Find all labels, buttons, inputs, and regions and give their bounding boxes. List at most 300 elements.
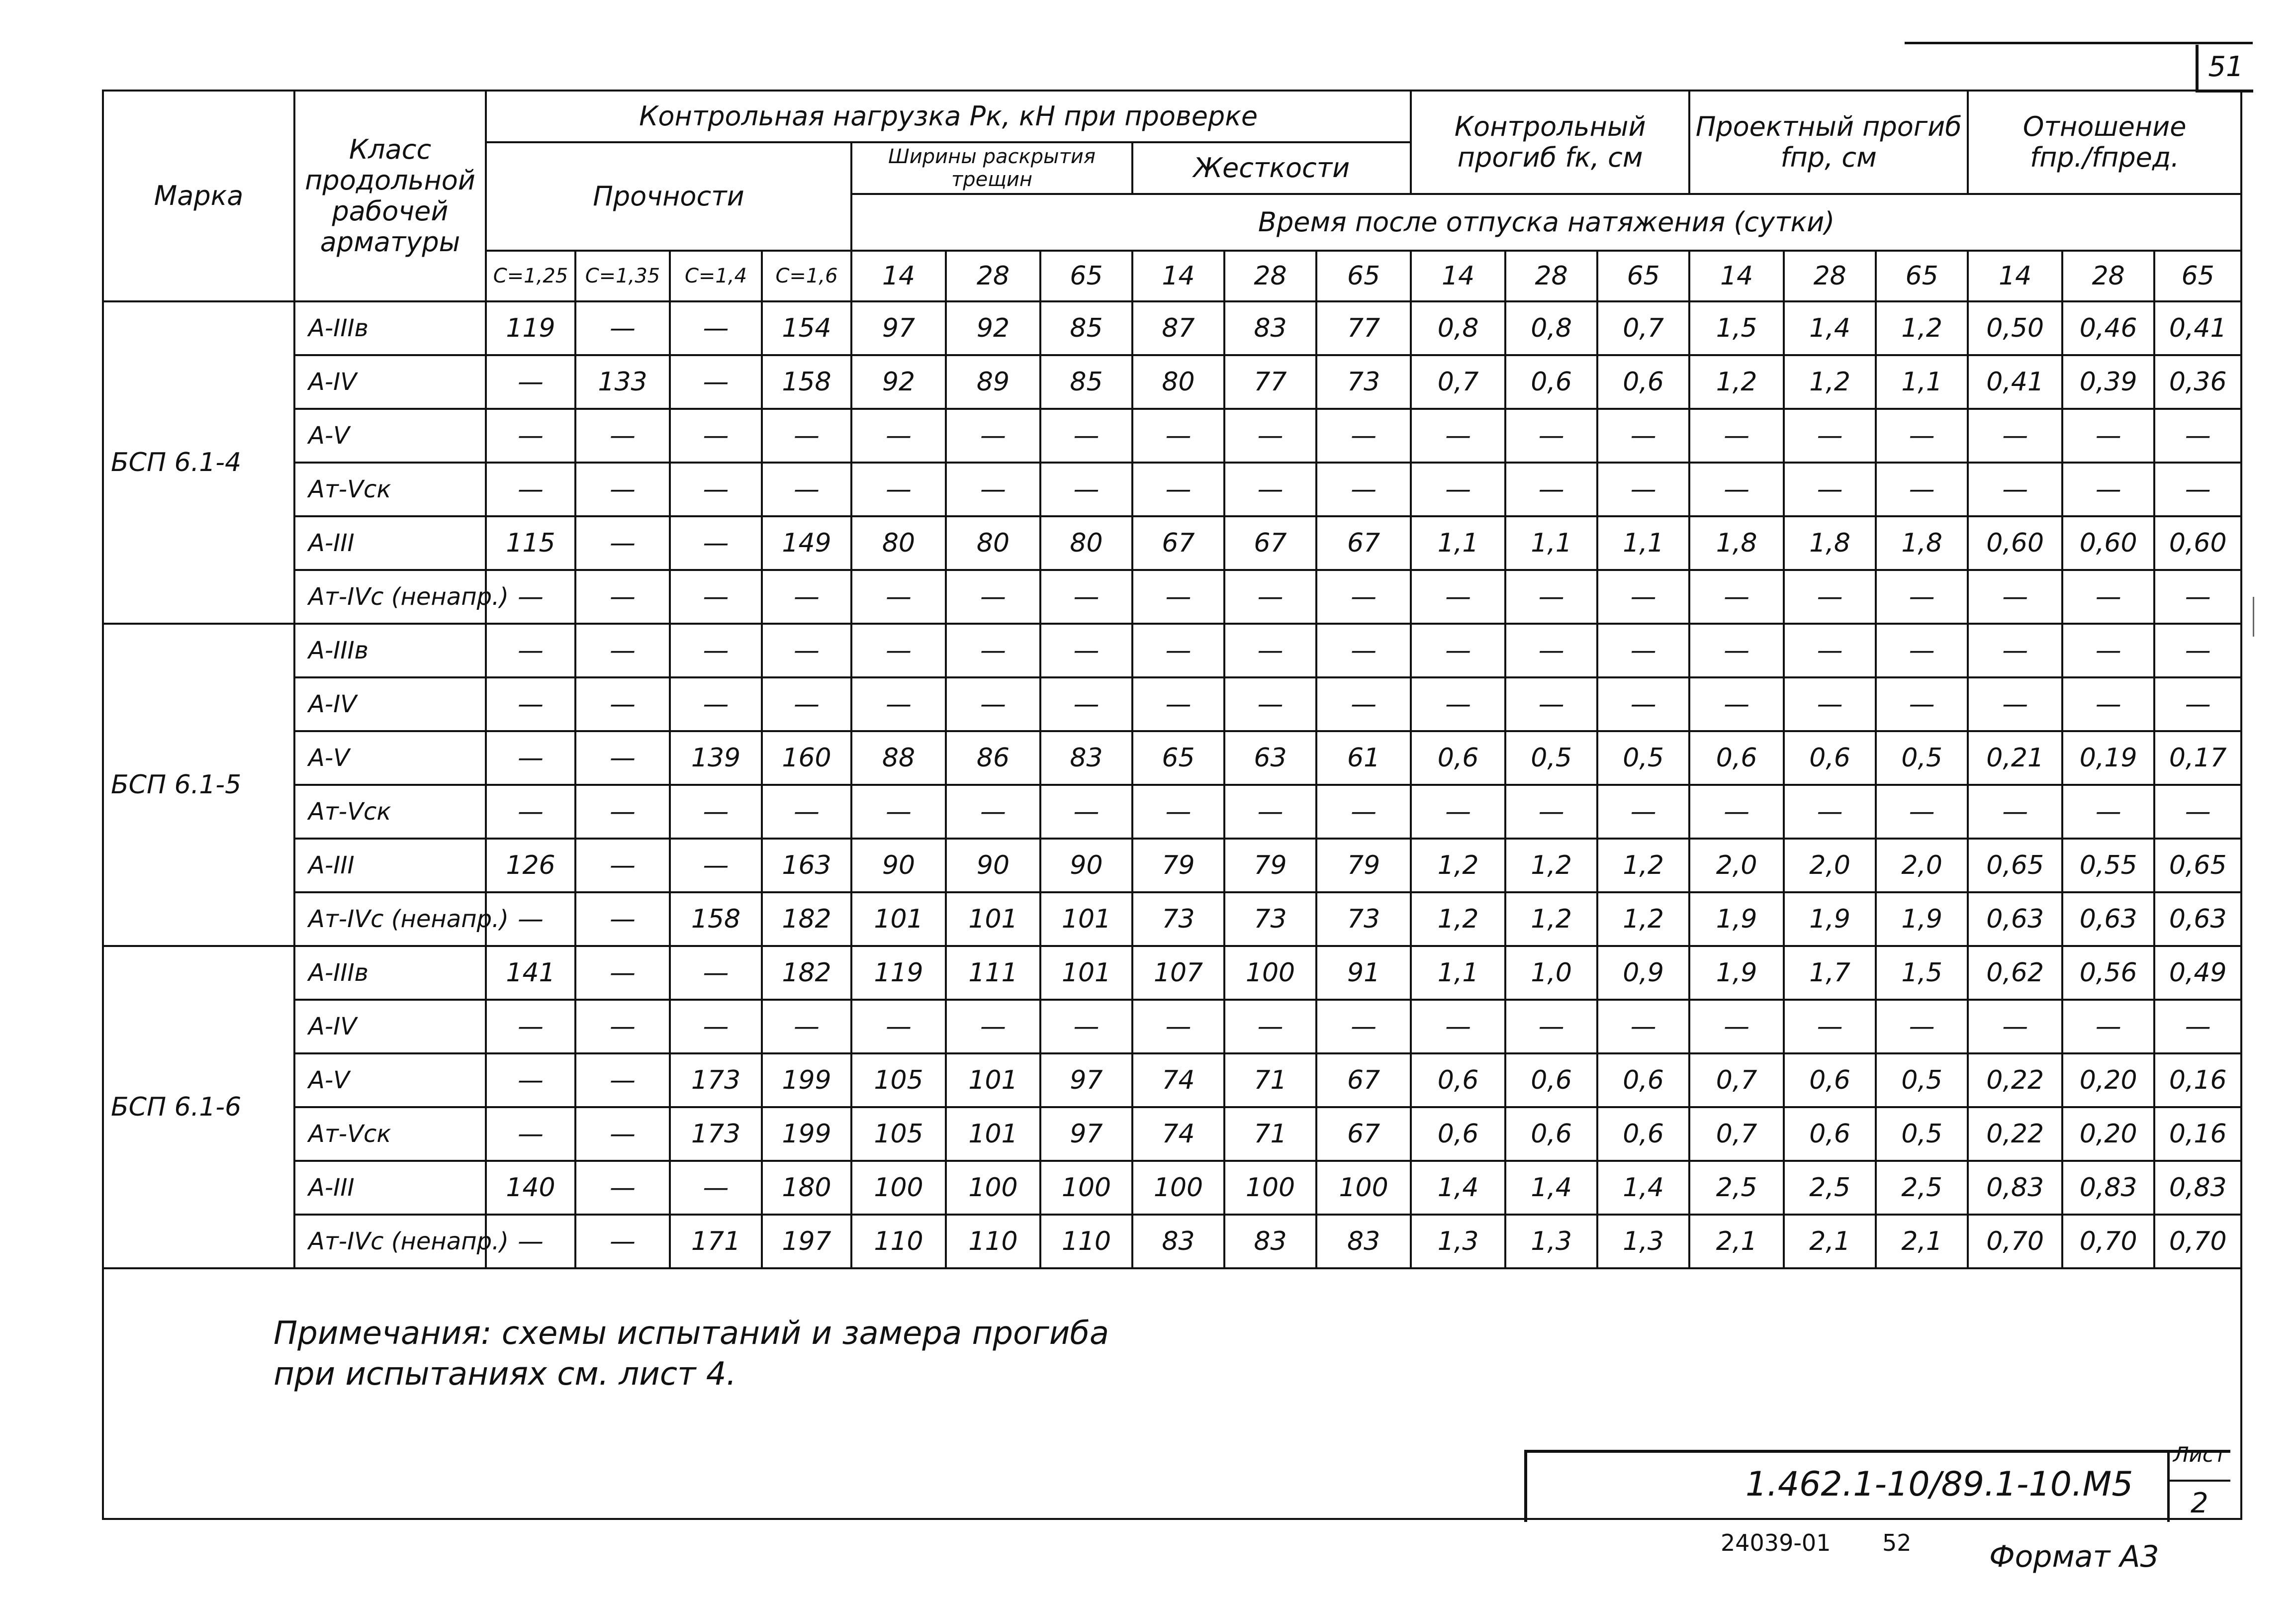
value-cell: 163 — [762, 839, 851, 892]
table-row — [103, 624, 2241, 677]
value-cell: 0,16 — [2154, 1107, 2241, 1161]
value-cell: — — [1597, 1000, 1689, 1053]
value-cell: — — [670, 355, 762, 409]
value-cell: — — [486, 892, 575, 946]
value-cell: — — [1224, 409, 1316, 463]
value-cell: 1,1 — [1411, 946, 1505, 1000]
value-cell: 100 — [946, 1161, 1040, 1215]
day-header: 65 — [1040, 251, 1132, 301]
value-cell: — — [762, 624, 851, 677]
paper-format: Формат А3 — [1989, 1539, 2159, 1574]
value-cell: 97 — [851, 301, 946, 355]
value-cell: — — [2062, 785, 2154, 839]
value-cell: 0,8 — [1505, 301, 1597, 355]
value-cell: 0,83 — [2154, 1161, 2241, 1215]
value-cell: — — [1689, 1000, 1784, 1053]
value-cell: — — [1968, 409, 2062, 463]
value-cell: — — [1597, 463, 1689, 516]
value-cell: 110 — [946, 1215, 1040, 1268]
value-cell: — — [1316, 1000, 1411, 1053]
rebar-class-cell: Ат-IVс (ненапр.) — [294, 1215, 486, 1268]
value-cell: — — [1132, 570, 1224, 624]
table-row — [103, 355, 2241, 409]
value-cell: — — [1968, 570, 2062, 624]
value-cell: — — [1040, 409, 1132, 463]
value-cell: — — [486, 1107, 575, 1161]
value-cell: 1,2 — [1689, 355, 1784, 409]
value-cell: — — [486, 1215, 575, 1268]
value-cell: — — [670, 570, 762, 624]
value-cell: 0,36 — [2154, 355, 2241, 409]
day-header: 65 — [1876, 251, 1968, 301]
day-header: 14 — [1689, 251, 1784, 301]
value-cell: — — [1968, 463, 2062, 516]
value-cell: — — [486, 785, 575, 839]
rebar-class-header: Класс продольной рабочей арматуры — [294, 91, 486, 301]
value-cell: — — [1505, 409, 1597, 463]
table-row — [103, 1215, 2241, 1268]
value-cell: — — [762, 570, 851, 624]
value-cell: 71 — [1224, 1053, 1316, 1107]
value-cell: 91 — [1316, 946, 1411, 1000]
value-cell: 105 — [851, 1053, 946, 1107]
value-cell: — — [1040, 463, 1132, 516]
value-cell: 107 — [1132, 946, 1224, 1000]
value-cell: 77 — [1316, 301, 1411, 355]
value-cell: 1,8 — [1784, 516, 1876, 570]
value-cell: 100 — [1132, 1161, 1224, 1215]
value-cell: 0,5 — [1505, 731, 1597, 785]
value-cell: — — [1316, 463, 1411, 516]
value-cell: 0,60 — [2154, 516, 2241, 570]
value-cell: — — [762, 785, 851, 839]
value-cell: 0,6 — [1689, 731, 1784, 785]
value-cell: — — [1597, 570, 1689, 624]
value-cell: — — [1876, 624, 1968, 677]
value-cell: 79 — [1224, 839, 1316, 892]
value-cell: 73 — [1224, 892, 1316, 946]
value-cell: — — [670, 1000, 762, 1053]
rebar-class-cell: А-IIIв — [294, 301, 486, 355]
value-cell: 101 — [946, 892, 1040, 946]
value-cell: — — [1968, 677, 2062, 731]
day-header: 65 — [1316, 251, 1411, 301]
value-cell: 0,7 — [1597, 301, 1689, 355]
value-cell: 111 — [946, 946, 1040, 1000]
value-cell: 0,6 — [1505, 1107, 1597, 1161]
value-cell: — — [851, 1000, 946, 1053]
value-cell: — — [1040, 1000, 1132, 1053]
value-cell: 1,2 — [1876, 301, 1968, 355]
value-cell: — — [1784, 570, 1876, 624]
value-cell: — — [486, 731, 575, 785]
value-cell: 141 — [486, 946, 575, 1000]
value-cell: 119 — [486, 301, 575, 355]
value-cell: — — [575, 1000, 670, 1053]
value-cell: 0,7 — [1689, 1053, 1784, 1107]
value-cell: 160 — [762, 731, 851, 785]
value-cell: 0,6 — [1597, 355, 1689, 409]
value-cell: — — [575, 892, 670, 946]
value-cell: — — [2062, 463, 2154, 516]
value-cell: — — [2154, 570, 2241, 624]
value-cell: — — [486, 1053, 575, 1107]
value-cell: 100 — [1224, 1161, 1316, 1215]
value-cell: 140 — [486, 1161, 575, 1215]
mark-cell: БСП 6.1-6 — [103, 946, 294, 1268]
value-cell: 74 — [1132, 1107, 1224, 1161]
value-cell: — — [1411, 785, 1505, 839]
value-cell: — — [946, 624, 1040, 677]
value-cell: — — [1876, 677, 1968, 731]
value-cell: — — [575, 301, 670, 355]
value-cell: 0,6 — [1784, 1107, 1876, 1161]
value-cell: 0,46 — [2062, 301, 2154, 355]
value-cell: 1,8 — [1689, 516, 1784, 570]
value-cell: 105 — [851, 1107, 946, 1161]
rebar-class-cell: А-III — [294, 516, 486, 570]
value-cell: — — [2062, 409, 2154, 463]
rebar-class-cell: А-III — [294, 1161, 486, 1215]
ratio-header: Отношение fпр./fпред. — [1968, 91, 2241, 194]
value-cell: 0,6 — [1784, 731, 1876, 785]
value-cell: 0,63 — [2154, 892, 2241, 946]
value-cell: — — [575, 516, 670, 570]
value-cell: 0,17 — [2154, 731, 2241, 785]
value-cell: — — [1224, 570, 1316, 624]
document-code: 1.462.1-10/89.1-10.М5 — [1745, 1465, 2133, 1504]
value-cell: 0,60 — [2062, 516, 2154, 570]
value-cell: 0,6 — [1597, 1107, 1689, 1161]
value-cell: 83 — [1224, 1215, 1316, 1268]
value-cell: — — [1132, 409, 1224, 463]
value-cell: 79 — [1316, 839, 1411, 892]
value-cell: — — [1784, 1000, 1876, 1053]
value-cell: 1,4 — [1411, 1161, 1505, 1215]
mark-header: Марка — [103, 91, 294, 301]
value-cell: 2,5 — [1784, 1161, 1876, 1215]
value-cell: 0,20 — [2062, 1053, 2154, 1107]
value-cell: 0,6 — [1597, 1053, 1689, 1107]
value-cell: 2,1 — [1689, 1215, 1784, 1268]
value-cell: — — [575, 785, 670, 839]
value-cell: — — [2154, 785, 2241, 839]
table-row — [103, 1107, 2241, 1161]
day-header: 14 — [1968, 251, 2062, 301]
value-cell: 1,7 — [1784, 946, 1876, 1000]
value-cell: 180 — [762, 1161, 851, 1215]
value-cell: 0,56 — [2062, 946, 2154, 1000]
value-cell: — — [1411, 677, 1505, 731]
value-cell: — — [1040, 677, 1132, 731]
day-header: 28 — [946, 251, 1040, 301]
value-cell: — — [1876, 570, 1968, 624]
day-header: 14 — [851, 251, 946, 301]
value-cell: — — [1876, 1000, 1968, 1053]
value-cell: 77 — [1224, 355, 1316, 409]
value-cell: — — [1224, 1000, 1316, 1053]
sheet-divider — [2167, 1480, 2230, 1482]
value-cell: 1,2 — [1597, 892, 1689, 946]
table-row — [103, 516, 2241, 570]
value-cell: 85 — [1040, 301, 1132, 355]
value-cell: — — [851, 463, 946, 516]
value-cell: 199 — [762, 1053, 851, 1107]
value-cell: 1,8 — [1876, 516, 1968, 570]
value-cell: 0,20 — [2062, 1107, 2154, 1161]
value-cell: — — [1132, 463, 1224, 516]
table-row — [103, 946, 2241, 1000]
value-cell: — — [575, 570, 670, 624]
value-cell: — — [1689, 409, 1784, 463]
value-cell: 85 — [1040, 355, 1132, 409]
value-cell: — — [1316, 785, 1411, 839]
value-cell: 101 — [1040, 892, 1132, 946]
design-deflection-header: Проектный прогиб fпр, см — [1689, 91, 1968, 194]
value-cell: 126 — [486, 839, 575, 892]
value-cell: — — [1411, 463, 1505, 516]
value-cell: 115 — [486, 516, 575, 570]
value-cell: — — [670, 624, 762, 677]
value-cell: 0,19 — [2062, 731, 2154, 785]
value-cell: — — [1040, 570, 1132, 624]
value-cell: — — [762, 677, 851, 731]
value-cell: 199 — [762, 1107, 851, 1161]
value-cell: 80 — [1040, 516, 1132, 570]
rebar-class-cell: Ат-Vск — [294, 1107, 486, 1161]
value-cell: — — [1876, 409, 1968, 463]
value-cell: 73 — [1316, 355, 1411, 409]
value-cell: 0,83 — [2062, 1161, 2154, 1215]
value-cell: 90 — [851, 839, 946, 892]
value-cell: 83 — [1224, 301, 1316, 355]
value-cell: — — [1689, 624, 1784, 677]
c-value-header: C=1,25 — [486, 251, 575, 301]
value-cell: — — [1411, 570, 1505, 624]
value-cell: — — [851, 409, 946, 463]
value-cell: — — [670, 839, 762, 892]
value-cell: 182 — [762, 946, 851, 1000]
value-cell: 1,4 — [1597, 1161, 1689, 1215]
sheet-label: Лист — [2173, 1442, 2226, 1467]
value-cell: — — [1505, 463, 1597, 516]
value-cell: — — [1224, 785, 1316, 839]
value-cell: 73 — [1132, 892, 1224, 946]
value-cell: 83 — [1040, 731, 1132, 785]
value-cell: — — [2154, 624, 2241, 677]
value-cell: 0,7 — [1689, 1107, 1784, 1161]
value-cell: — — [2154, 409, 2241, 463]
value-cell: — — [2154, 463, 2241, 516]
value-cell: — — [575, 463, 670, 516]
c-value-header: C=1,4 — [670, 251, 762, 301]
value-cell: — — [1132, 677, 1224, 731]
value-cell: — — [670, 677, 762, 731]
table-row — [103, 1000, 2241, 1053]
value-cell: — — [486, 570, 575, 624]
day-header: 28 — [1505, 251, 1597, 301]
value-cell: — — [486, 409, 575, 463]
value-cell: 0,6 — [1411, 1053, 1505, 1107]
value-cell: — — [851, 785, 946, 839]
value-cell: 71 — [1224, 1107, 1316, 1161]
value-cell: 67 — [1224, 516, 1316, 570]
day-header: 65 — [1597, 251, 1689, 301]
value-cell: — — [851, 677, 946, 731]
value-cell: — — [1876, 463, 1968, 516]
value-cell: — — [486, 677, 575, 731]
strength-header: Прочности — [486, 142, 851, 251]
value-cell: 100 — [851, 1161, 946, 1215]
value-cell: — — [851, 624, 946, 677]
value-cell: 1,9 — [1876, 892, 1968, 946]
value-cell: 87 — [1132, 301, 1224, 355]
value-cell: — — [1224, 463, 1316, 516]
value-cell: 73 — [1316, 892, 1411, 946]
value-cell: — — [1505, 677, 1597, 731]
mark-cell: БСП 6.1-4 — [103, 301, 294, 624]
value-cell: 158 — [762, 355, 851, 409]
value-cell: 79 — [1132, 839, 1224, 892]
value-cell: 83 — [1316, 1215, 1411, 1268]
value-cell: — — [1597, 624, 1689, 677]
value-cell: — — [1411, 1000, 1505, 1053]
value-cell: 2,0 — [1689, 839, 1784, 892]
value-cell: 100 — [1040, 1161, 1132, 1215]
value-cell: 0,6 — [1784, 1053, 1876, 1107]
rebar-class-cell: Ат-Vск — [294, 785, 486, 839]
value-cell: — — [1505, 785, 1597, 839]
value-cell: — — [575, 624, 670, 677]
rebar-class-cell: А-IIIв — [294, 624, 486, 677]
value-cell: 1,2 — [1411, 839, 1505, 892]
value-cell: — — [575, 946, 670, 1000]
value-cell: 0,6 — [1411, 1107, 1505, 1161]
rebar-class-cell: А-IV — [294, 355, 486, 409]
value-cell: 0,41 — [2154, 301, 2241, 355]
value-cell: 1,5 — [1689, 301, 1784, 355]
value-cell: — — [1316, 409, 1411, 463]
value-cell: — — [575, 839, 670, 892]
value-cell: — — [1224, 624, 1316, 677]
table-row — [103, 570, 2241, 624]
page-number: 51 — [2196, 45, 2253, 93]
value-cell: 67 — [1316, 1107, 1411, 1161]
value-cell: 158 — [670, 892, 762, 946]
value-cell: 1,1 — [1597, 516, 1689, 570]
table-row — [103, 409, 2241, 463]
value-cell: — — [1784, 409, 1876, 463]
rebar-class-cell: Ат-Vск — [294, 463, 486, 516]
value-cell: — — [946, 677, 1040, 731]
control-deflection-header: Контрольный прогиб fк, см — [1411, 91, 1689, 194]
value-cell: — — [1689, 785, 1784, 839]
value-cell: 0,55 — [2062, 839, 2154, 892]
table-row — [103, 839, 2241, 892]
value-cell: — — [1689, 570, 1784, 624]
value-cell: 65 — [1132, 731, 1224, 785]
value-cell: 182 — [762, 892, 851, 946]
value-cell: — — [486, 1000, 575, 1053]
value-cell: — — [670, 516, 762, 570]
value-cell: — — [762, 463, 851, 516]
value-cell: 0,8 — [1411, 301, 1505, 355]
value-cell: 1,4 — [1784, 301, 1876, 355]
value-cell: 1,1 — [1505, 516, 1597, 570]
sheet-number: 2 — [2191, 1487, 2208, 1519]
day-header: 28 — [1224, 251, 1316, 301]
value-cell: — — [486, 355, 575, 409]
value-cell: 101 — [946, 1107, 1040, 1161]
value-cell: 0,63 — [2062, 892, 2154, 946]
value-cell: 2,0 — [1784, 839, 1876, 892]
value-cell: 92 — [946, 301, 1040, 355]
value-cell: — — [1411, 409, 1505, 463]
value-cell: 0,70 — [1968, 1215, 2062, 1268]
load-table — [102, 90, 2242, 1520]
table-note: Примечания: схемы испытаний и замера прогиба при испытаниях см. лист 4. — [274, 1315, 1109, 1393]
value-cell: 63 — [1224, 731, 1316, 785]
value-cell: — — [1784, 785, 1876, 839]
value-cell: 173 — [670, 1053, 762, 1107]
value-cell: 0,83 — [1968, 1161, 2062, 1215]
value-cell: 90 — [1040, 839, 1132, 892]
value-cell: — — [1597, 409, 1689, 463]
value-cell: 133 — [575, 355, 670, 409]
value-cell: — — [670, 1161, 762, 1215]
value-cell: 0,7 — [1411, 355, 1505, 409]
value-cell: 67 — [1316, 1053, 1411, 1107]
value-cell: 92 — [851, 355, 946, 409]
value-cell: 0,60 — [1968, 516, 2062, 570]
value-cell: 0,41 — [1968, 355, 2062, 409]
value-cell: 1,0 — [1505, 946, 1597, 1000]
archive-number: 24039-01 — [1721, 1529, 1831, 1556]
value-cell: — — [1689, 463, 1784, 516]
value-cell: — — [2062, 1000, 2154, 1053]
value-cell: 0,16 — [2154, 1053, 2241, 1107]
value-cell: 0,65 — [2154, 839, 2241, 892]
margin-tick — [2253, 597, 2254, 637]
value-cell: 1,4 — [1505, 1161, 1597, 1215]
value-cell: — — [670, 785, 762, 839]
rebar-class-cell: А-IIIв — [294, 946, 486, 1000]
value-cell: 173 — [670, 1107, 762, 1161]
archive-page: 52 — [1882, 1529, 1912, 1556]
rebar-class-cell: Ат-IVс (ненапр.) — [294, 570, 486, 624]
value-cell: 171 — [670, 1215, 762, 1268]
value-cell: — — [2062, 570, 2154, 624]
value-cell: 2,5 — [1689, 1161, 1784, 1215]
value-cell: 1,5 — [1876, 946, 1968, 1000]
table-row — [103, 301, 2241, 355]
value-cell: 2,1 — [1876, 1215, 1968, 1268]
value-cell: — — [762, 409, 851, 463]
value-cell: — — [2062, 677, 2154, 731]
value-cell: — — [575, 409, 670, 463]
value-cell: 2,5 — [1876, 1161, 1968, 1215]
value-cell: — — [1316, 677, 1411, 731]
rebar-class-cell: А-III — [294, 839, 486, 892]
value-cell: 0,5 — [1876, 1107, 1968, 1161]
value-cell: — — [2154, 677, 2241, 731]
rebar-class-cell: А-IV — [294, 677, 486, 731]
control-load-header: Контрольная нагрузка Pк, кН при проверке — [486, 91, 1411, 142]
day-header: 28 — [2062, 251, 2154, 301]
value-cell: — — [1132, 624, 1224, 677]
value-cell: — — [670, 409, 762, 463]
value-cell: — — [1316, 624, 1411, 677]
